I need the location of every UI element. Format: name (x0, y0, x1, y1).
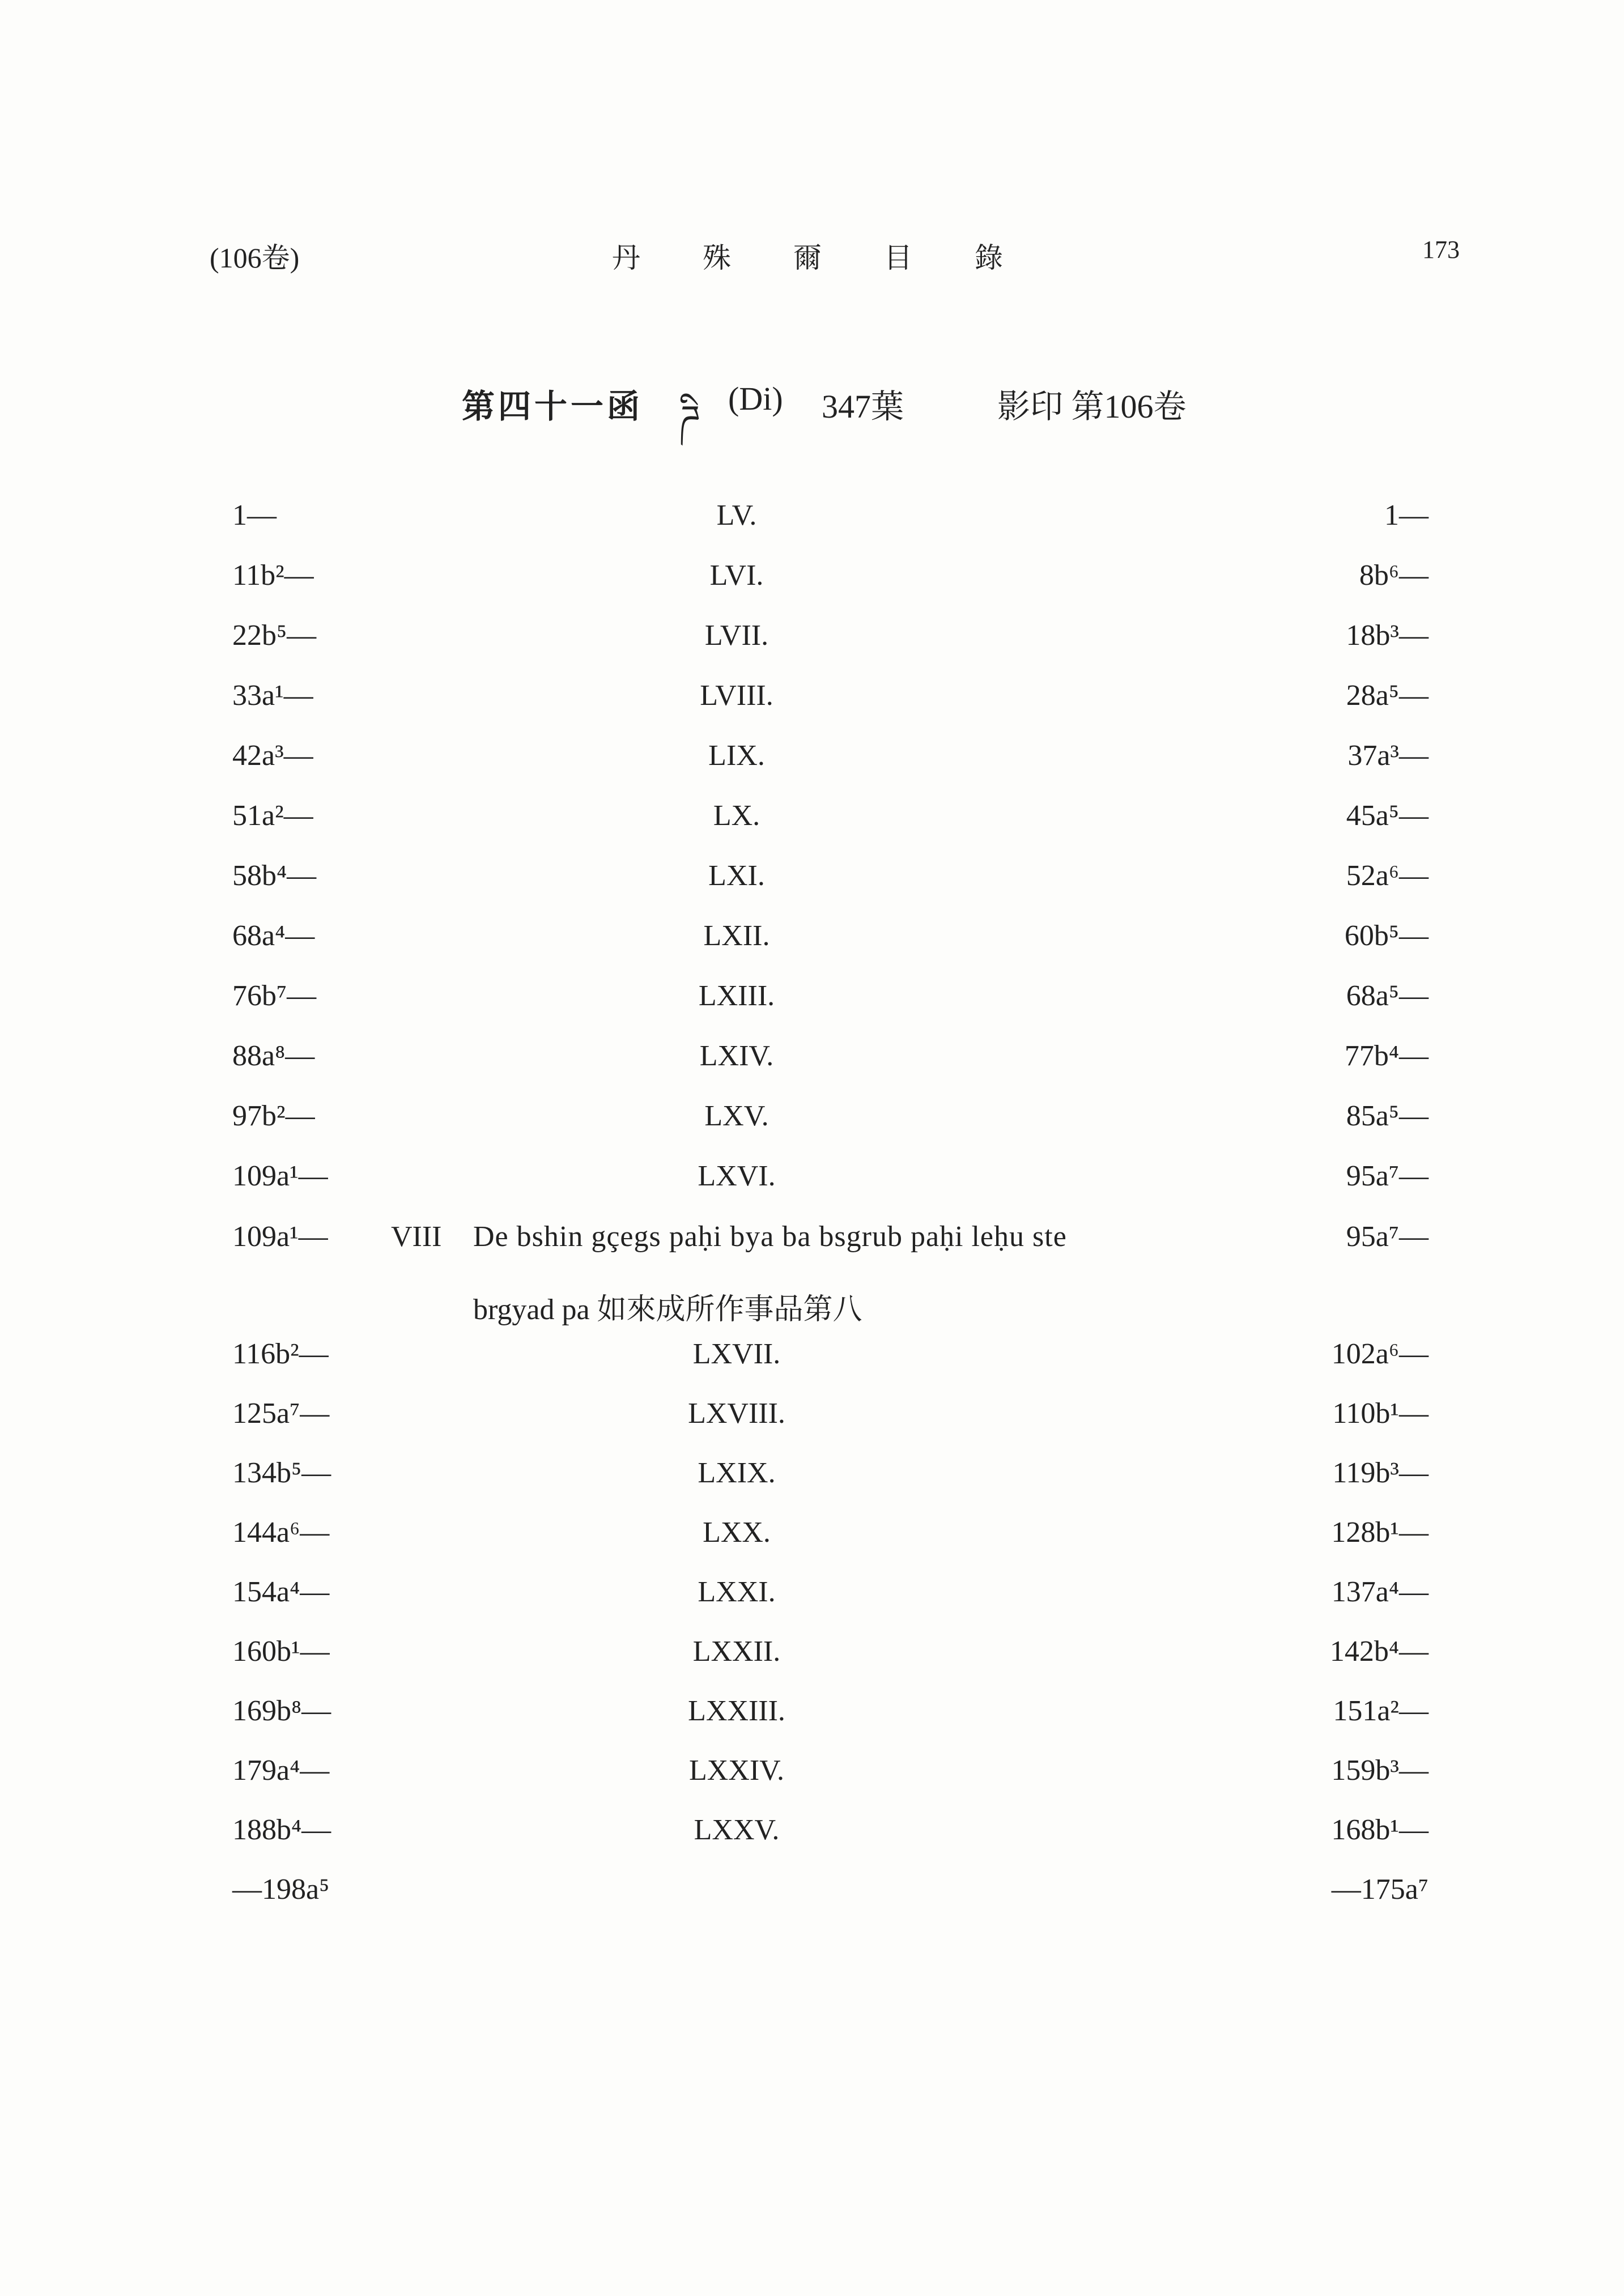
table-row (0, 799, 1624, 850)
page-number: 173 (1422, 236, 1460, 263)
table-row (0, 499, 1624, 550)
left-folio: 97b²— (232, 1100, 315, 1132)
running-header-volume: (106卷) (210, 242, 300, 274)
section-numeral: LXVI. (698, 1160, 776, 1192)
table-row (0, 1337, 1624, 1388)
table-row (0, 1159, 1624, 1210)
chapter-end-folio: 95a⁷— (1346, 1221, 1429, 1253)
table-row (0, 1575, 1624, 1626)
section-numeral: LXIII. (698, 980, 775, 1012)
table-row (0, 979, 1624, 1030)
table-row (0, 1397, 1624, 1448)
section-numeral: LXXV. (694, 1814, 780, 1846)
table-row (0, 1873, 1624, 1924)
table-row (0, 1754, 1624, 1805)
left-folio: 88a⁸— (232, 1040, 315, 1072)
table-row (0, 1694, 1624, 1745)
right-folio: 1— (1384, 499, 1429, 532)
left-folio: 154a⁴— (232, 1576, 330, 1608)
right-folio: 151a²— (1333, 1695, 1429, 1727)
left-folio: 76b⁷— (232, 980, 317, 1012)
running-header-title: 丹殊爾目錄 (612, 242, 1065, 274)
table-row (0, 1635, 1624, 1686)
left-folio: 160b¹— (232, 1635, 330, 1668)
section-numeral: LXXIV. (688, 1754, 785, 1787)
right-folio: 168b¹— (1331, 1814, 1429, 1846)
right-folio: 95a⁷— (1346, 1160, 1429, 1192)
right-folio: 60b⁵— (1344, 920, 1429, 952)
table-row (0, 619, 1624, 670)
section-numeral: LXII. (703, 920, 770, 952)
section-numeral: LXIX. (698, 1457, 776, 1489)
left-folio: —198a⁵ (232, 1873, 330, 1906)
table-row (0, 919, 1624, 970)
left-folio: 116b²— (232, 1338, 329, 1370)
section-numeral: LXIV. (699, 1040, 774, 1072)
left-folio: 179a⁴— (232, 1754, 330, 1787)
section-numeral: LX. (713, 800, 760, 832)
left-folio: 11b²— (232, 559, 314, 592)
right-folio: 110b¹— (1332, 1397, 1429, 1430)
chapter-start-folio: 109a¹— (232, 1221, 328, 1253)
left-folio: 188b⁴— (232, 1814, 331, 1846)
section-numeral: LVIII. (700, 679, 773, 712)
chapter-title-line-1: De bshin gçegs paḥi bya ba bsgrub paḥi leḥu ste (473, 1221, 1067, 1253)
section-numeral: LXXII. (692, 1635, 781, 1668)
right-folio: 119b³— (1332, 1457, 1429, 1489)
right-folio: 18b³— (1346, 619, 1429, 652)
left-folio: 125a⁷— (232, 1397, 330, 1430)
table-row (0, 1516, 1624, 1567)
table-row (0, 1039, 1624, 1090)
right-folio: 8b⁶— (1359, 559, 1429, 592)
volume-title-kanji: 第四十一函 (462, 388, 644, 425)
volume-title-reprint: 影印 第106卷 (997, 388, 1187, 425)
left-folio: 58b⁴— (232, 860, 317, 892)
left-folio: 51a²— (232, 800, 313, 832)
table-row (0, 1813, 1624, 1864)
table-row (0, 739, 1624, 790)
right-folio: 28a⁵— (1346, 679, 1429, 712)
section-numeral: LXV. (704, 1100, 769, 1132)
right-folio: 102a⁶— (1331, 1338, 1429, 1370)
left-folio: 109a¹— (232, 1160, 328, 1192)
left-folio: 68a⁴— (232, 920, 315, 952)
section-numeral: LXVIII. (688, 1397, 785, 1430)
volume-title-latin: (Di) (728, 380, 783, 417)
left-folio: 1— (232, 499, 277, 532)
chapter-title-line-2: brgyad pa 如來成所作事品第八 (473, 1294, 862, 1326)
left-folio: 134b⁵— (232, 1457, 331, 1489)
table-row (0, 859, 1624, 910)
right-folio: 37a³— (1347, 739, 1429, 772)
section-numeral: LXXIII. (688, 1695, 785, 1727)
left-folio: 22b⁵— (232, 619, 317, 652)
right-folio: 159b³— (1331, 1754, 1429, 1787)
section-numeral: LIX. (708, 739, 765, 772)
table-row (0, 1099, 1624, 1150)
volume-title-folios: 347葉 (822, 388, 904, 425)
section-numeral: LVII. (704, 619, 769, 652)
right-folio: 45a⁵— (1346, 800, 1429, 832)
right-folio: 85a⁵— (1346, 1100, 1429, 1132)
left-folio: 42a³— (232, 739, 313, 772)
section-numeral: LXI. (708, 860, 765, 892)
right-folio: —175a⁷ (1331, 1873, 1429, 1906)
left-folio: 169b⁸— (232, 1695, 331, 1727)
right-folio: 68a⁵— (1346, 980, 1429, 1012)
section-numeral: LVI. (709, 559, 764, 592)
left-folio: 144a⁶— (232, 1516, 330, 1549)
right-folio: 77b⁴— (1344, 1040, 1429, 1072)
section-numeral: LXX. (703, 1516, 771, 1549)
chapter-number: VIII (391, 1221, 442, 1253)
section-numeral: LXVII. (692, 1338, 781, 1370)
right-folio: 137a⁴— (1331, 1576, 1429, 1608)
table-row (0, 679, 1624, 730)
table-row (0, 1456, 1624, 1507)
right-folio: 142b⁴— (1329, 1635, 1429, 1668)
table-row (0, 559, 1624, 610)
left-folio: 33a¹— (232, 679, 313, 712)
right-folio: 52a⁶— (1346, 860, 1429, 892)
section-numeral: LXXI. (698, 1576, 776, 1608)
volume-title-tibetan: ཌི (680, 399, 700, 437)
right-folio: 128b¹— (1331, 1516, 1429, 1549)
section-numeral: LV. (716, 499, 757, 532)
